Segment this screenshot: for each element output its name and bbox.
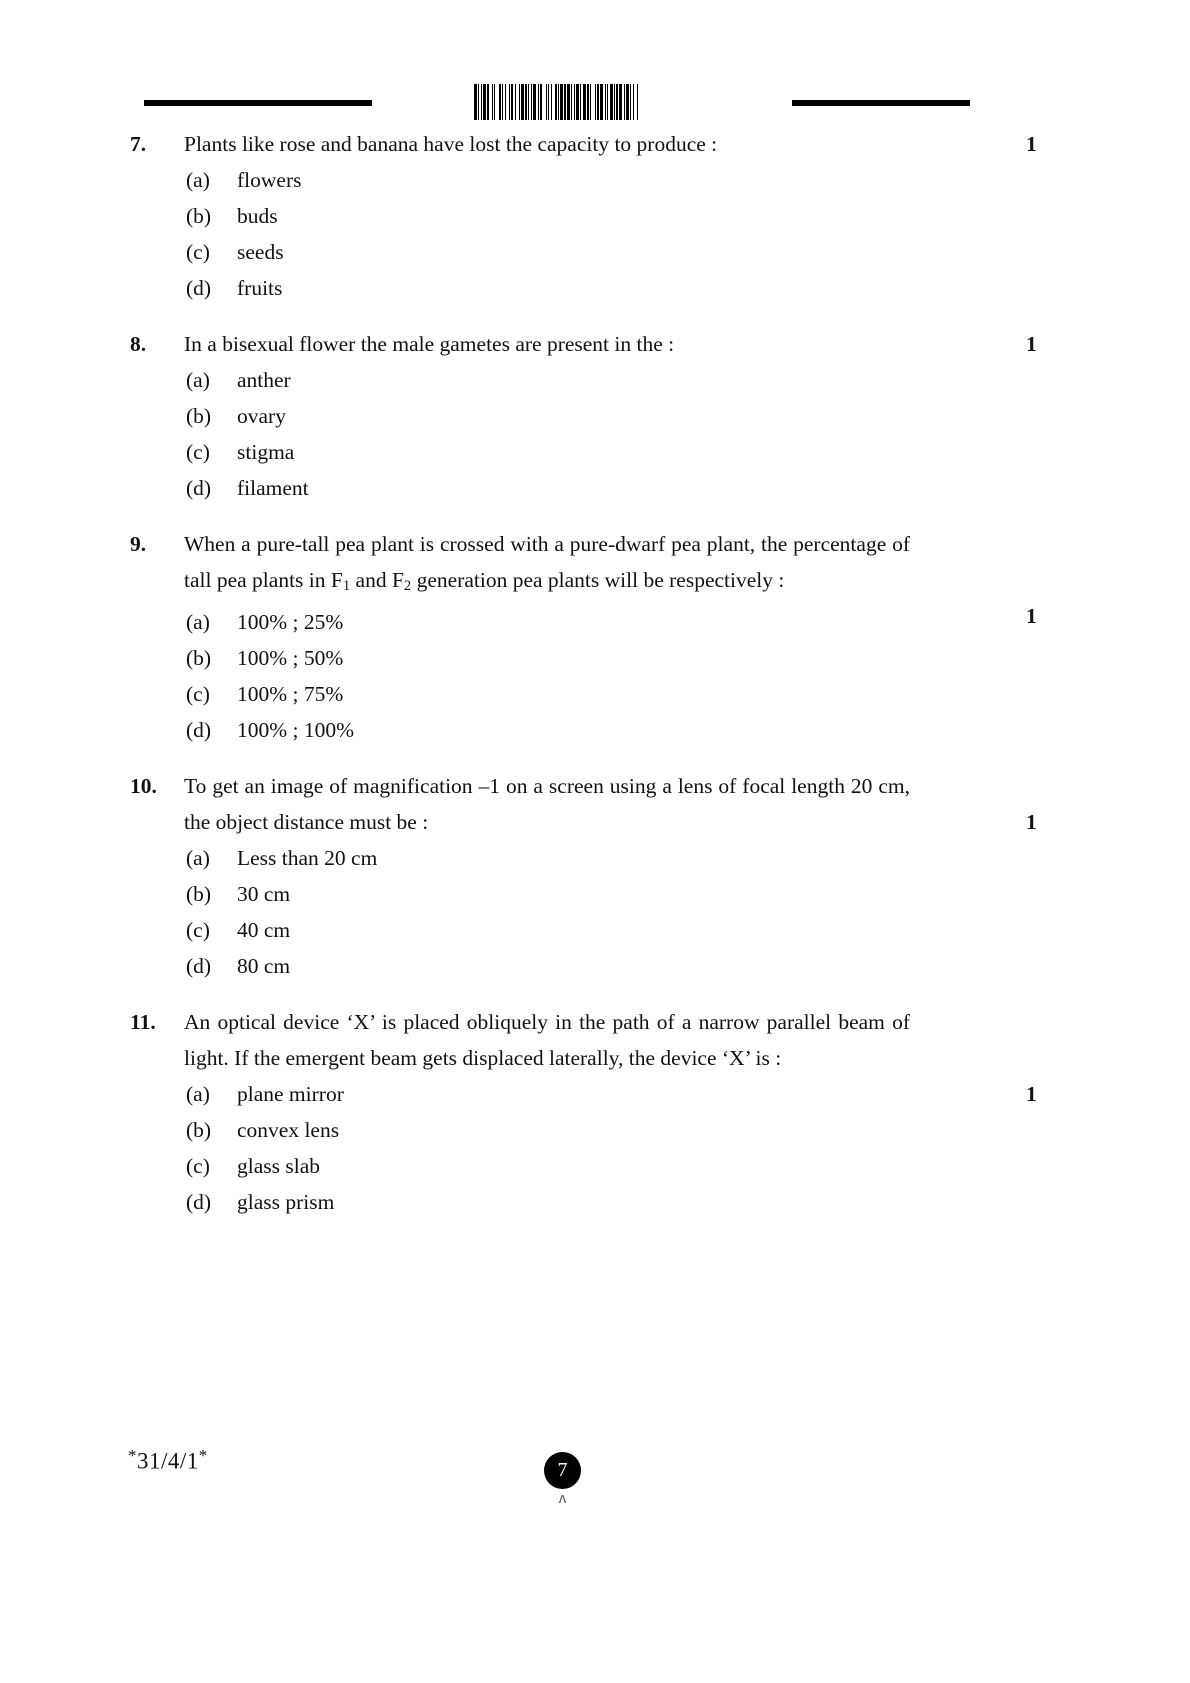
question-number: 7.: [130, 132, 147, 156]
option-value: 100% ; 50%: [237, 646, 344, 671]
question-row: [0, 126, 1190, 162]
option-key: (d): [186, 954, 212, 979]
option-item[interactable]: [0, 1148, 1190, 1184]
option-key: (c): [186, 918, 210, 943]
option-value: 80 cm: [237, 954, 291, 979]
option-key: (a): [186, 168, 210, 192]
question-number: 8.: [130, 332, 147, 356]
question-text: In a bisexual flower the male gametes are present in the :: [184, 332, 675, 356]
option-item[interactable]: [0, 470, 1190, 506]
option-item[interactable]: [0, 1076, 1190, 1112]
option-key: (c): [186, 240, 210, 264]
option-value: glass prism: [237, 1190, 335, 1215]
option-key: (a): [186, 368, 210, 392]
option-item[interactable]: [0, 840, 1190, 876]
option-value: fruits: [237, 276, 283, 300]
question-number: 11.: [130, 1010, 156, 1035]
option-list: [0, 362, 1190, 506]
option-value: anther: [237, 368, 291, 392]
paper-code-asterisk-right: *: [198, 1446, 208, 1465]
question-marks: 1: [1026, 810, 1037, 835]
page-footer: [0, 1440, 1190, 1540]
barcode-icon: [474, 84, 642, 120]
option-value: buds: [237, 204, 278, 228]
page-number-badge: 7: [544, 1452, 581, 1489]
question-marks: 1: [1026, 132, 1037, 156]
option-key: (a): [186, 846, 210, 871]
option-value: 100% ; 25%: [237, 610, 344, 635]
question-text: Plants like rose and banana have lost the capacity to produce :: [184, 132, 718, 156]
option-list: [0, 162, 1190, 306]
option-key: (a): [186, 610, 210, 635]
option-item[interactable]: [0, 234, 1190, 270]
option-key: (d): [186, 718, 212, 743]
option-list: [0, 604, 1190, 748]
option-item[interactable]: [0, 876, 1190, 912]
paper-code-asterisk-left: *: [128, 1446, 137, 1465]
option-list: [0, 840, 1190, 984]
question-marks: 1: [1026, 604, 1037, 628]
page-caret-icon: ʌ: [558, 1490, 567, 1507]
header-rule-left: [144, 100, 372, 106]
option-value: Less than 20 cm: [237, 846, 378, 871]
option-key: (b): [186, 1118, 212, 1143]
option-value: 100% ; 100%: [237, 718, 355, 743]
option-item[interactable]: [0, 270, 1190, 306]
option-value: glass slab: [237, 1154, 321, 1179]
option-value: filament: [237, 476, 309, 500]
option-key: (c): [186, 440, 210, 464]
option-item[interactable]: [0, 604, 1190, 640]
option-key: (d): [186, 276, 212, 300]
question-row: [0, 768, 1190, 840]
option-value: convex lens: [237, 1118, 340, 1143]
option-value: plane mirror: [237, 1082, 344, 1107]
question-number: 9.: [130, 532, 147, 556]
question-block: [0, 526, 1190, 748]
header-rule-right: [792, 100, 970, 106]
option-key: (d): [186, 476, 212, 500]
question-row: [0, 326, 1190, 362]
question-block: [0, 1004, 1190, 1220]
option-key: (b): [186, 646, 212, 671]
option-item[interactable]: [0, 198, 1190, 234]
option-value: 30 cm: [237, 882, 291, 907]
question-block: [0, 126, 1190, 306]
option-item[interactable]: [0, 912, 1190, 948]
option-item[interactable]: [0, 676, 1190, 712]
option-item[interactable]: [0, 948, 1190, 984]
option-key: (c): [186, 1154, 210, 1179]
option-key: (b): [186, 404, 212, 428]
question-block: [0, 326, 1190, 506]
option-item[interactable]: [0, 1184, 1190, 1220]
question-marks: 1: [1026, 1082, 1037, 1107]
option-value: 40 cm: [237, 918, 291, 943]
question-text: To get an image of magnification –1 on a screen using a lens of focal length 20 cm, the object distance must be :: [184, 774, 910, 835]
barcode-bar: [638, 84, 640, 120]
option-item[interactable]: [0, 434, 1190, 470]
question-block: [0, 768, 1190, 984]
option-key: (a): [186, 1082, 210, 1107]
option-value: flowers: [237, 168, 302, 192]
question-number: 10.: [130, 774, 157, 799]
option-value: ovary: [237, 404, 286, 428]
page-header: [0, 84, 1190, 124]
option-item[interactable]: [0, 362, 1190, 398]
option-value: 100% ; 75%: [237, 682, 344, 707]
option-item[interactable]: [0, 640, 1190, 676]
option-item[interactable]: [0, 1112, 1190, 1148]
option-list: [0, 1076, 1190, 1220]
option-key: (b): [186, 204, 212, 228]
option-value: stigma: [237, 440, 295, 464]
question-marks: 1: [1026, 332, 1037, 356]
question-text: When a pure-tall pea plant is crossed with a pure-dwarf pea plant, the percentage of tall pea plants in $F_1$ and $F_2$ generation pea plants will be respectively :: [184, 532, 910, 595]
option-key: (c): [186, 682, 210, 707]
option-item[interactable]: [0, 398, 1190, 434]
paper-code: [128, 1446, 208, 1475]
option-key: (d): [186, 1190, 212, 1215]
option-key: (b): [186, 882, 212, 907]
option-item[interactable]: [0, 162, 1190, 198]
questions-list: [0, 126, 1190, 1240]
question-text: An optical device ‘X’ is placed obliquely in the path of a narrow parallel beam of light. If the emergent beam gets displaced laterally, the device ‘X’ is :: [184, 1010, 910, 1071]
paper-code-value: 31/4/1: [137, 1448, 199, 1474]
option-value: seeds: [237, 240, 284, 264]
option-item[interactable]: [0, 712, 1190, 748]
